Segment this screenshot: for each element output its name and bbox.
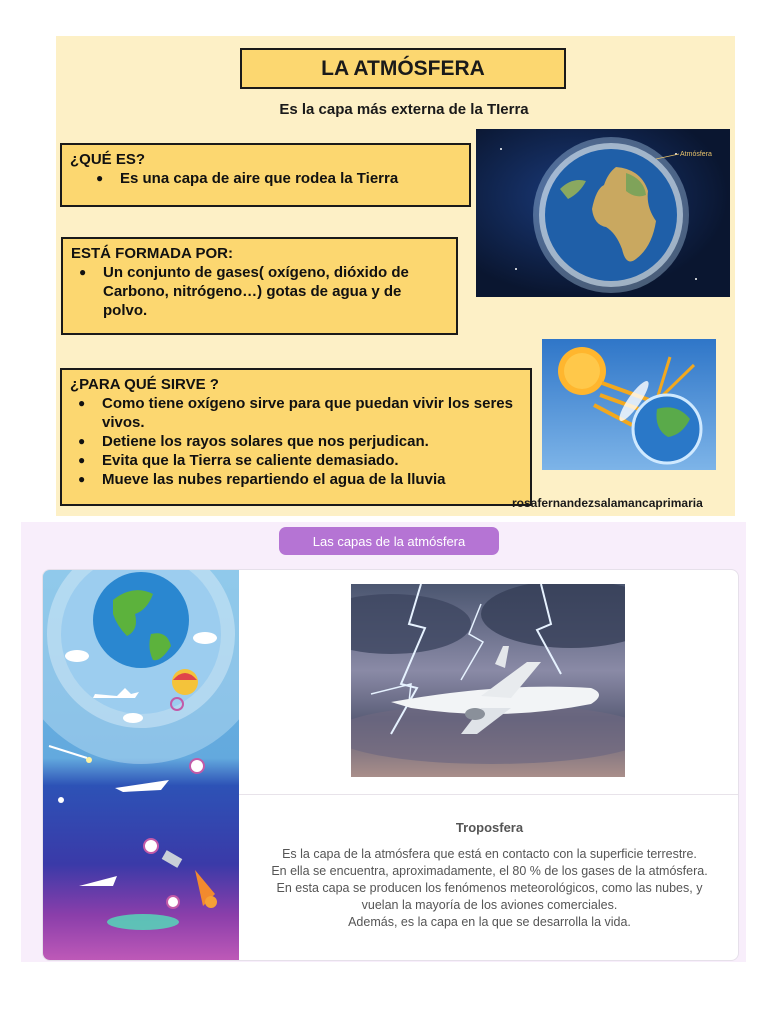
- composition-heading: ESTÁ FORMADA POR:: [71, 245, 233, 262]
- troposphere-photo[interactable]: [351, 584, 625, 777]
- atmosphere-poster: [56, 36, 735, 516]
- troposphere-card: [42, 569, 739, 961]
- card-divider: [239, 794, 739, 795]
- purpose-item: ● Evita que la Tierra se caliente demasiado.: [70, 451, 522, 470]
- sun-earth-image: [542, 339, 716, 470]
- earth-atmosphere-image: [476, 129, 730, 297]
- layer-title: Troposfera: [455, 820, 524, 835]
- what-is-box: [60, 143, 471, 207]
- purpose-item: ● Como tiene oxígeno sirve para que puedan vivir los seres vivos.: [70, 394, 522, 432]
- poster-subtitle: Es la capa más externa de la TIerra: [279, 101, 529, 118]
- atmosphere-layers-panel: [21, 522, 746, 962]
- description-line: En ella se encuentra, aproximadamente, el 80 % de los gases de la atmósfera.: [271, 864, 708, 878]
- layer-description: [249, 846, 730, 931]
- poster-title: LA ATMÓSFERA: [240, 48, 566, 89]
- layers-badge: Las capas de la atmósfera: [279, 527, 499, 555]
- what-is-heading: ¿QUÉ ES?: [70, 151, 146, 168]
- what-is-item: ● Es una capa de aire que rodea la Tierra: [70, 169, 461, 188]
- composition-box: [61, 237, 458, 335]
- composition-item: ● Un conjunto de gases( oxígeno, dióxido de Carbono, nitrógeno…) gotas de agua y de polvo.: [71, 263, 448, 320]
- atmosphere-layers-illustration[interactable]: [43, 570, 239, 961]
- purpose-item: ● Mueve las nubes repartiendo el agua de la lluvia: [70, 470, 522, 489]
- purpose-heading: ¿PARA QUÉ SIRVE ?: [70, 376, 219, 393]
- description-line: Además, es la capa en la que se desarrolla la vida.: [348, 915, 631, 929]
- atmosphere-label: Atmósfera: [680, 151, 712, 158]
- description-line: Es la capa de la atmósfera que está en contacto con la superficie terrestre.: [282, 847, 697, 861]
- purpose-item: ● Detiene los rayos solares que nos perjudican.: [70, 432, 522, 451]
- purpose-box: [60, 368, 532, 506]
- poster-credit: rosafernandezsalamancaprimaria: [512, 496, 703, 510]
- description-line: vuelan la mayoría de los aviones comerciales.: [361, 898, 618, 912]
- description-line: En esta capa se producen los fenómenos meteorológicos, como las nubes, y: [276, 881, 703, 895]
